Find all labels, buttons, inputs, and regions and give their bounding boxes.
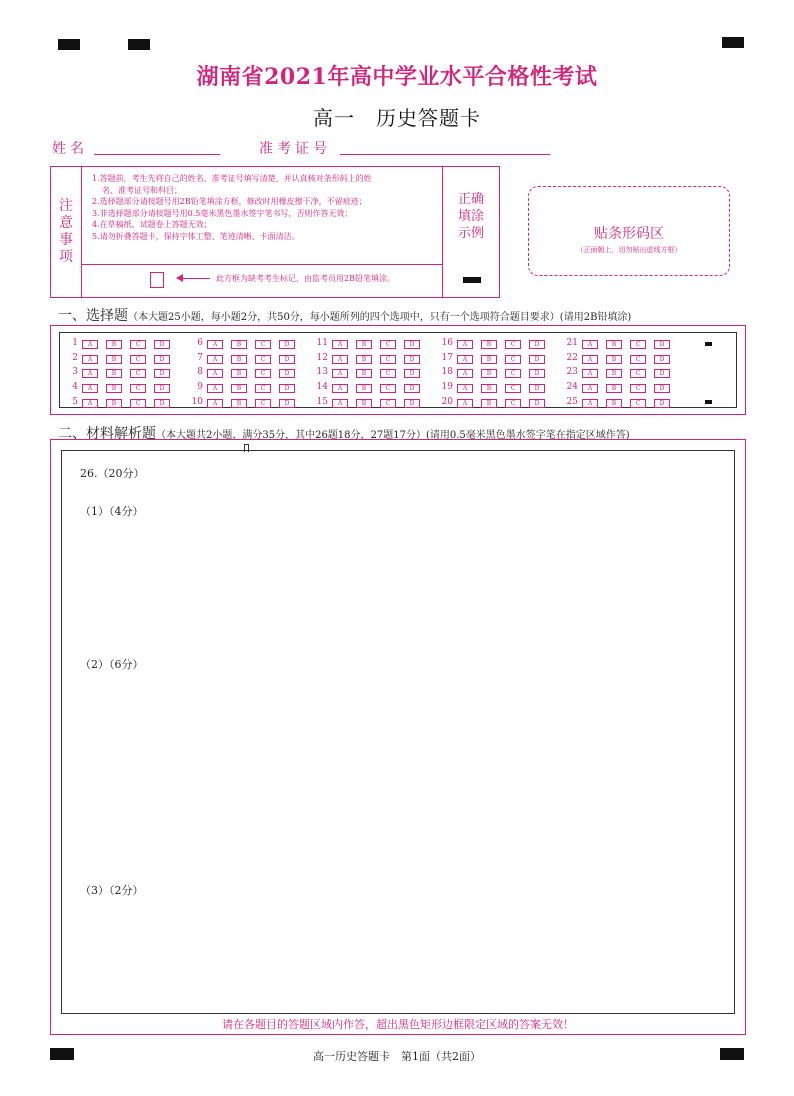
question-number: 3: [72, 367, 78, 377]
multiple-choice-area: [50, 325, 746, 415]
question-number: 13: [316, 367, 328, 377]
part-3-label: （3）（2分）: [80, 884, 144, 897]
notice-box: [50, 166, 500, 298]
absent-mark-row: [82, 264, 442, 298]
answer-bubble-2-d[interactable]: D: [154, 355, 170, 364]
answer-bubble-7-c[interactable]: C: [255, 355, 271, 364]
question-number: 4: [72, 382, 78, 392]
notice-heading-char: 项: [59, 249, 73, 265]
question-number: 9: [197, 382, 203, 392]
multiple-choice-grid: [59, 332, 737, 408]
question-number: 7: [197, 353, 203, 363]
answer-bubble-23-a[interactable]: A: [582, 369, 598, 378]
answer-bubble-9-a[interactable]: A: [207, 384, 223, 393]
question-number: 25: [566, 397, 578, 407]
answer-bubble-13-d[interactable]: D: [404, 369, 420, 378]
answer-bubble-22-a[interactable]: A: [582, 355, 598, 364]
answer-bubble-21-b[interactable]: B: [606, 340, 622, 349]
answer-bubble-12-d[interactable]: D: [404, 355, 420, 364]
answer-bubble-11-a[interactable]: A: [332, 340, 348, 349]
answer-bubble-8-a[interactable]: A: [207, 369, 223, 378]
answer-bubble-18-b[interactable]: B: [481, 369, 497, 378]
notice-list: [82, 167, 442, 264]
answer-bubble-5-a[interactable]: A: [82, 399, 98, 408]
section1-title: 一、选择题: [58, 308, 128, 324]
answer-bubble-3-d[interactable]: D: [154, 369, 170, 378]
answer-bubble-10-d[interactable]: D: [279, 399, 295, 408]
notice-heading-char: 注: [59, 198, 73, 214]
answer-bubble-16-b[interactable]: B: [481, 340, 497, 349]
answer-bubble-15-a[interactable]: A: [332, 399, 348, 408]
answer-bubble-23-d[interactable]: D: [654, 369, 670, 378]
alignment-mark-top-right: [722, 37, 744, 48]
alignment-mark-top-left-1: [58, 39, 80, 50]
section2-title: 二、材料解析题: [58, 426, 156, 442]
name-label: 姓名: [52, 141, 88, 157]
answer-bubble-9-d[interactable]: D: [279, 384, 295, 393]
notice-heading: [51, 167, 82, 297]
answer-bubble-8-b[interactable]: B: [231, 369, 247, 378]
answer-bubble-23-b[interactable]: B: [606, 369, 622, 378]
answer-bubble-21-c[interactable]: C: [630, 340, 646, 349]
answer-bubble-7-b[interactable]: B: [231, 355, 247, 364]
section2-note: （本大题共2小题，满分35分，其中26题18分，27题17分）(请用0.5毫米黑色墨水签字笔在指定区域作答): [156, 430, 630, 441]
answer-bubble-11-b[interactable]: B: [356, 340, 372, 349]
answer-bubble-19-a[interactable]: A: [457, 384, 473, 393]
answer-bubble-19-d[interactable]: D: [529, 384, 545, 393]
answer-bubble-24-a[interactable]: A: [582, 384, 598, 393]
answer-bubble-10-a[interactable]: A: [207, 399, 223, 408]
answer-bubble-16-d[interactable]: D: [529, 340, 545, 349]
answer-bubble-1-a[interactable]: A: [82, 340, 98, 349]
question-number: 23: [566, 367, 578, 377]
answer-bubble-25-d[interactable]: D: [654, 399, 670, 408]
answer-bubble-4-d[interactable]: D: [154, 384, 170, 393]
answer-bubble-12-b[interactable]: B: [356, 355, 372, 364]
question-number: 19: [441, 382, 453, 392]
notice-item: 4.在草稿纸、试题卷上答题无效；: [92, 220, 212, 229]
answer-bubble-14-b[interactable]: B: [356, 384, 372, 393]
answer-bubble-11-c[interactable]: C: [380, 340, 396, 349]
question-26-label: 26.（20分）: [80, 467, 145, 480]
answer-bubble-22-c[interactable]: C: [630, 355, 646, 364]
answer-bubble-24-d[interactable]: D: [654, 384, 670, 393]
question-number: 16: [441, 338, 453, 348]
answer-bubble-21-d[interactable]: D: [654, 340, 670, 349]
answer-bubble-5-d[interactable]: D: [154, 399, 170, 408]
answer-bubble-8-d[interactable]: D: [279, 369, 295, 378]
absent-checkbox[interactable]: [150, 272, 164, 288]
question-number: 1: [72, 338, 78, 348]
timing-mark: [705, 400, 712, 404]
question-number: 17: [441, 353, 453, 363]
notice-item: 5.请勿折叠答题卡，保持字体工整、笔迹清晰、卡面清洁。: [92, 231, 300, 241]
answer-bubble-3-c[interactable]: C: [130, 369, 146, 378]
question-number: 2: [72, 353, 78, 363]
answer-bubble-15-b[interactable]: B: [356, 399, 372, 408]
notice-heading-char: 意: [59, 215, 73, 231]
answer-bubble-24-c[interactable]: C: [630, 384, 646, 393]
answer-bubble-12-a[interactable]: A: [332, 355, 348, 364]
answer-bubble-13-b[interactable]: B: [356, 369, 372, 378]
essay-answer-area: [50, 439, 746, 1035]
part-2-label: （2）（6分）: [80, 658, 144, 671]
answer-bubble-4-a[interactable]: A: [82, 384, 98, 393]
answer-bubble-6-a[interactable]: A: [207, 340, 223, 349]
answer-bubble-23-c[interactable]: C: [630, 369, 646, 378]
answer-bubble-14-c[interactable]: C: [380, 384, 396, 393]
answer-bubble-1-b[interactable]: B: [106, 340, 122, 349]
question-number: 18: [441, 367, 453, 377]
question-number: 14: [316, 382, 328, 392]
answer-bubble-16-c[interactable]: C: [505, 340, 521, 349]
exam-id-field[interactable]: [340, 154, 550, 155]
question-number: 24: [566, 382, 578, 392]
section1-heading: [58, 305, 631, 325]
barcode-area: [528, 186, 730, 276]
timing-mark: [705, 342, 712, 346]
part-1-label: （1）（4分）: [80, 505, 144, 518]
answer-bubble-4-c[interactable]: C: [130, 384, 146, 393]
answer-bubble-1-d[interactable]: D: [154, 340, 170, 349]
answer-bubble-22-d[interactable]: D: [654, 355, 670, 364]
answer-bubble-4-b[interactable]: B: [106, 384, 122, 393]
correct-fill-example: [442, 167, 499, 297]
answer-bubble-21-a[interactable]: A: [582, 340, 598, 349]
answer-bubble-2-c[interactable]: C: [130, 355, 146, 364]
answer-bubble-24-b[interactable]: B: [606, 384, 622, 393]
answer-bubble-25-c[interactable]: C: [630, 399, 646, 408]
question-number: 21: [566, 338, 578, 348]
section1-note: （本大题25小题，每小题2分，共50分，每小题所列的四个选项中，只有一个选项符合题目要求）(请用2B铅填涂): [128, 312, 632, 323]
question-number: 8: [197, 367, 203, 377]
answer-bubble-25-b[interactable]: B: [606, 399, 622, 408]
answer-bubble-9-c[interactable]: C: [255, 384, 271, 393]
question-number: 22: [566, 353, 578, 363]
answer-area-warning: 请在各题目的答题区域内作答，超出黑色矩形边框限定区域的答案无效！: [222, 1018, 574, 1031]
correct-example-line: 正确: [457, 192, 484, 207]
question-number: 15: [316, 397, 328, 407]
answer-bubble-20-d[interactable]: D: [529, 399, 545, 408]
answer-bubble-3-a[interactable]: A: [82, 369, 98, 378]
answer-bubble-17-d[interactable]: D: [529, 355, 545, 364]
answer-bubble-19-c[interactable]: C: [505, 384, 521, 393]
question-number: 5: [72, 397, 78, 407]
answer-bubble-14-a[interactable]: A: [332, 384, 348, 393]
answer-bubble-6-b[interactable]: B: [231, 340, 247, 349]
notice-heading-char: 事: [59, 232, 73, 248]
page-subtitle: 高一 历史答题卡: [313, 106, 481, 130]
question-number: 11: [316, 338, 328, 348]
answer-bubble-6-c[interactable]: C: [255, 340, 271, 349]
barcode-note: （正面朝上，切勿贴出虚线方框）: [576, 246, 682, 254]
answer-bubble-18-c[interactable]: C: [505, 369, 521, 378]
notice-item: 名、准考证号和科目；: [102, 185, 182, 195]
notice-item: 2.选择题部分请按题号用2B铅笔填涂方框，修改时用橡皮擦干净，不留痕迹；: [92, 197, 367, 206]
absent-note: 此方框为缺考考生标记，由监考员用2B铅笔填涂。: [216, 274, 395, 283]
answer-bubble-10-b[interactable]: B: [231, 399, 247, 408]
answer-bubble-5-b[interactable]: B: [106, 399, 122, 408]
answer-bubble-13-c[interactable]: C: [380, 369, 396, 378]
correct-example-line: 填涂: [457, 209, 484, 224]
notice-item: 1.答题前，考生先将自己的姓名、准考证号填写清楚，并认真核对条形码上的姓: [92, 174, 372, 183]
correct-example-line: 示例: [457, 226, 484, 241]
name-field[interactable]: [94, 154, 220, 155]
question-number: 12: [316, 353, 328, 363]
answer-bubble-7-d[interactable]: D: [279, 355, 295, 364]
notice-item: 3.非选择题部分请按题号用0.5毫米黑色墨水签字笔书写，否则作答无效；: [92, 208, 353, 218]
answer-bubble-15-d[interactable]: D: [404, 399, 420, 408]
answer-region-26[interactable]: [61, 450, 735, 1014]
answer-bubble-18-d[interactable]: D: [529, 369, 545, 378]
answer-bubble-18-a[interactable]: A: [457, 369, 473, 378]
page-footer: 高一历史答题卡 第1面（共2面）: [313, 1050, 481, 1063]
barcode-title: 贴条形码区: [594, 226, 664, 242]
question-number: 10: [191, 397, 203, 407]
question-number: 20: [441, 397, 453, 407]
answer-bubble-2-b[interactable]: B: [106, 355, 122, 364]
exam-id-label: 准考证号: [259, 141, 331, 157]
answer-bubble-6-d[interactable]: D: [279, 340, 295, 349]
answer-bubble-1-c[interactable]: C: [130, 340, 146, 349]
answer-bubble-11-d[interactable]: D: [404, 340, 420, 349]
page-title: 湖南省2021年高中学业水平合格性考试: [196, 64, 598, 90]
answer-bubble-14-d[interactable]: D: [404, 384, 420, 393]
filled-mark-example: [463, 277, 481, 283]
answer-bubble-8-c[interactable]: C: [255, 369, 271, 378]
answer-bubble-20-b[interactable]: B: [481, 399, 497, 408]
answer-bubble-3-b[interactable]: B: [106, 369, 122, 378]
answer-bubble-12-c[interactable]: C: [380, 355, 396, 364]
answer-bubble-17-b[interactable]: B: [481, 355, 497, 364]
answer-bubble-20-c[interactable]: C: [505, 399, 521, 408]
answer-bubble-20-a[interactable]: A: [457, 399, 473, 408]
answer-bubble-10-c[interactable]: C: [255, 399, 271, 408]
alignment-mark-top-left-2: [128, 39, 150, 50]
answer-bubble-2-a[interactable]: A: [82, 355, 98, 364]
arrow-head: [176, 274, 183, 282]
arrow-left-icon: [180, 278, 210, 279]
answer-bubble-17-c[interactable]: C: [505, 355, 521, 364]
answer-bubble-13-a[interactable]: A: [332, 369, 348, 378]
answer-bubble-22-b[interactable]: B: [606, 355, 622, 364]
answer-bubble-15-c[interactable]: C: [380, 399, 396, 408]
question-number: 6: [197, 338, 203, 348]
answer-bubble-9-b[interactable]: B: [231, 384, 247, 393]
answer-bubble-16-a[interactable]: A: [457, 340, 473, 349]
answer-bubble-17-a[interactable]: A: [457, 355, 473, 364]
answer-bubble-25-a[interactable]: A: [582, 399, 598, 408]
answer-bubble-5-c[interactable]: C: [130, 399, 146, 408]
answer-bubble-7-a[interactable]: A: [207, 355, 223, 364]
answer-bubble-19-b[interactable]: B: [481, 384, 497, 393]
